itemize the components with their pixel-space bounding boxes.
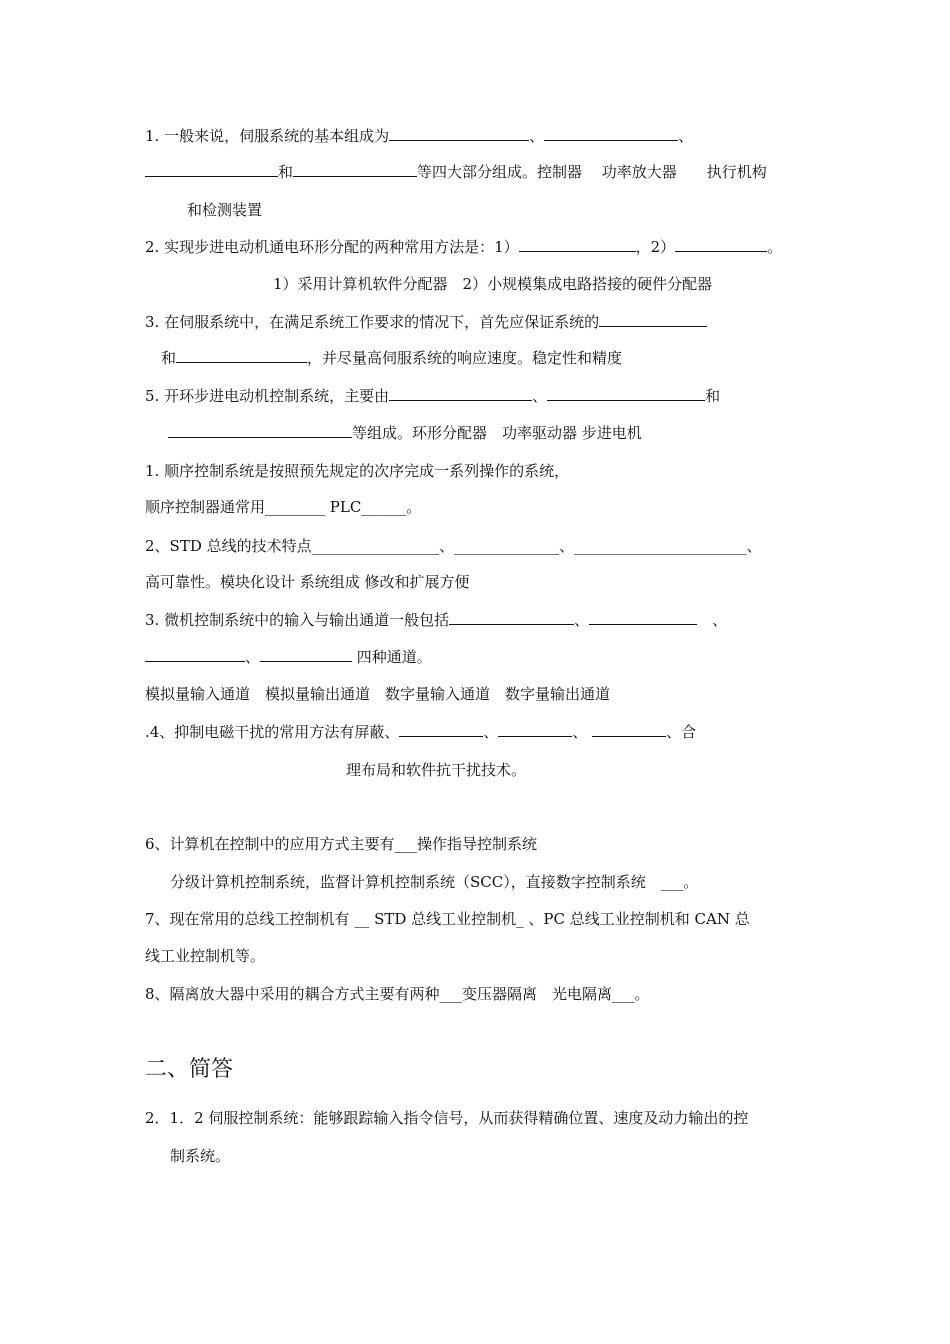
b4-blank-1 — [399, 722, 483, 737]
b3-separator: 、 — [574, 611, 590, 629]
b4-separator: 、 — [483, 723, 499, 741]
q3-line1 — [145, 312, 707, 332]
b4-line1 — [145, 722, 696, 742]
b4-prefix: .4、抑制电磁干扰的常用方法有屏蔽、 — [145, 723, 400, 741]
b2-line2: 高可靠性。模块化设计 系统组成 修改和扩展方便 — [145, 573, 470, 591]
q5-suffix-answer: 等组成。环形分配器 功率驱动器 步进电机 — [352, 424, 642, 442]
q5-separator: 、 — [532, 387, 548, 405]
q1-line1 — [145, 126, 693, 146]
q1-separator: 、 — [529, 127, 545, 145]
b3-blank-4 — [260, 647, 352, 662]
q1-suffix-answer: 等四大部分组成。控制器 功率放大器 执行机构 — [417, 163, 767, 181]
b4-suffix: 、合 — [666, 723, 697, 741]
q3-suffix-answer: ，并尽量高伺服系统的响应速度。稳定性和精度 — [307, 349, 623, 367]
b3-blank-2 — [589, 610, 697, 625]
q5-blank-1 — [389, 386, 532, 401]
q5-prefix: 5. 开环步进电动机控制系统，主要由 — [145, 387, 390, 405]
q1-and: 和 — [278, 163, 294, 181]
section-heading: 二、简答 — [145, 1057, 234, 1082]
q1-blank-2 — [544, 126, 678, 141]
q5-and: 和 — [705, 387, 721, 405]
q3-prefix: 3. 在伺服系统中，在满足系统工作要求的情况下，首先应保证系统的 — [145, 313, 600, 331]
q1-blank-1 — [389, 126, 529, 141]
b2-line1: 2、STD 总线的技术特点_________________、______________、_______________________、 — [145, 537, 762, 555]
q1-line2 — [145, 162, 767, 182]
q1-blank-3 — [145, 162, 278, 177]
q5-line2 — [168, 423, 642, 443]
b3-suffix: 四种通道。 — [352, 648, 432, 666]
q5-blank-3 — [168, 423, 352, 438]
q2-mid: ，2） — [635, 238, 676, 256]
q1-separator: 、 — [678, 127, 694, 145]
q2-prefix: 2. 实现步进电动机通电环形分配的两种常用方法是：1） — [145, 238, 519, 256]
q3-blank-2 — [176, 348, 307, 363]
b3-separator: 、 — [245, 648, 261, 666]
q1-answer-cont: 和检测装置 — [187, 201, 263, 219]
b7-line2: 线工业控制机等。 — [145, 947, 266, 965]
section2-item-line1: 2．1．2 伺服控制系统：能够跟踪输入指令信号，从而获得精确位置、速度及动力输出的控 — [145, 1109, 749, 1127]
q5-line1 — [145, 386, 720, 406]
b4-blank-3 — [592, 722, 666, 737]
b7-line1: 7、现在常用的总线工控制机有 __ STD 总线工业控制机_ 、PC 总线工业控制机和 CAN 总 — [145, 910, 750, 928]
b4-separator: 、 — [572, 723, 593, 741]
q5-blank-2 — [547, 386, 705, 401]
b6-line2: 分级计算机控制系统，监督计算机控制系统（SCC），直接数字控制系统 ___。 — [170, 873, 699, 891]
b1-line2: 顺序控制器通常用________ PLC______。 — [145, 498, 422, 516]
q3-blank-1 — [599, 312, 707, 327]
q3-and: 和 — [161, 349, 177, 367]
b3-line1 — [145, 610, 727, 630]
b8-line1: 8、隔离放大器中采用的耦合方式主要有两种___变压器隔离 光电隔离___。 — [145, 985, 650, 1003]
q2-blank-2 — [675, 237, 767, 252]
b3-prefix: 3. 微机控制系统中的输入与输出通道一般包括 — [145, 611, 450, 629]
b3-blank-3 — [145, 647, 245, 662]
q1-prefix: 1. 一般来说，伺服系统的基本组成为 — [145, 127, 390, 145]
b4-cont: 理布局和软件抗干扰技术。 — [346, 761, 527, 779]
b1-line1: 1. 顺序控制系统是按照预先规定的次序完成一系列操作的系统， — [145, 462, 570, 480]
b3-blank-1 — [449, 610, 574, 625]
b4-blank-2 — [498, 722, 572, 737]
b3-line2 — [145, 647, 432, 667]
q2-line1 — [145, 237, 782, 257]
b3-answer: 模拟量输入通道 模拟量输出通道 数字量输入通道 数字量输出通道 — [145, 685, 611, 703]
q1-blank-4 — [293, 162, 417, 177]
b6-line1: 6、计算机在控制中的应用方式主要有___操作指导控制系统 — [145, 835, 538, 853]
q3-line2 — [161, 348, 622, 368]
q2-answer: 1）采用计算机软件分配器 2）小规模集成电路搭接的硬件分配器 — [273, 275, 713, 293]
q2-blank-1 — [519, 237, 636, 252]
q2-end: 。 — [767, 238, 783, 256]
section2-item-line2: 制系统。 — [170, 1147, 231, 1165]
b3-separator: 、 — [697, 611, 728, 629]
